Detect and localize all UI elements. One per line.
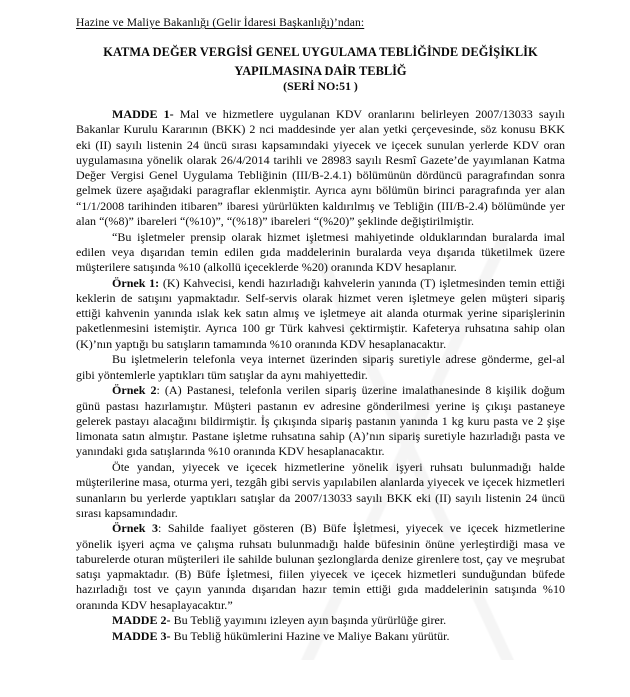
article-3-text: Bu Tebliğ hükümlerini Hazine ve Maliye Bakanı yürütür. [170,629,450,644]
article-3-paragraph [76,629,565,644]
phone-internet-paragraph: Bu işletmelerin telefonla veya internet üzerinden sipariş suretiyle adrese gönderme, gel-al gibi yöntemlerle yaptıkları tüm satışlar da aynı mahiyettedir. [76,352,565,382]
example-3-label: Örnek 3 [112,521,158,536]
document-title-line-2: YAPILMASINA DAİR TEBLİĞ [234,63,407,78]
article-1-paragraph [76,107,565,229]
example-2-label: Örnek 2 [112,383,157,398]
document-serial-number: (SERİ NO:51 ) [283,79,358,94]
document-title-line-1: KATMA DEĞER VERGİSİ GENEL UYGULAMA TEBLİĞİNDE DEĞİŞİKLİK [103,45,538,60]
quoted-intro-paragraph: “Bu işletmeler prensip olarak hizmet işletmesi mahiyetinde olduklarından buralarda imal edilen veya dışarıdan temin edilen gıda maddelerinin buralarda veya dışarıda tüketilmek üzere müşterilere satışında %10 (alkollü içeceklerde %20) oranında KDV hesaplanır. [76,229,565,274]
example-1-text: (K) Kahvecisi, kendi hazırladığı kahvelerin yanında (T) işletmesinden temin ettiği keklerin de satışını yapmaktadır. Self-servis olarak hizmet veren işletmeye gelen müşteri sipariş ettiği kahvenin yanında ıslak kek satın almış ve işletmeye ait alanda oturmak yerine siparişlerinin paketlenmesini istemiştir. Ayrıca 100 gr Türk kahvesi çektirmiştir. Kafeterya ruhsatına sahip olan (K)’nın yaptığı bu satışların tamamında %10 oranında KDV hesaplanacaktır. [76,275,565,351]
article-2-text: Bu Tebliğ yayımını izleyen ayın başında yürürlüğe girer. [170,613,447,628]
article-2-label: MADDE 2- [112,613,171,628]
example-3-text: : Sahilde faaliyet gösteren (B) Büfe İşletmesi, yiyecek ve içecek hizmetlerine yönelik işyeri açma ve çalışma ruhsatı bulunmadığı halde büfesinin önüne yerleştirdiği masa ve taburelerde oturan müşterileri ile sahilde bulunan şezlonglarda denize girenlere tost, çay ve meşrubat satışı yapmaktadır. (B) Büfe İşletmesi, fiilen yiyecek ve içecek hizmetleri sunduğundan büfede hazırladığı tost ve çayın yanında dışarıdan hazır temin ettiği gıda maddelerinin satışında %10 oranında KDV hesaplayacaktır.” [76,521,566,612]
example-1-label: Örnek 1: [112,275,160,290]
article-2-paragraph [76,613,565,628]
article-1-text: Mal ve hizmetlere uygulanan KDV oranlarını belirleyen 2007/13033 sayılı Bakanlar Kurulu Kararının (BKK) 2 nci maddesinde yer alan yetki çerçevesinde, söz konusu BKK eki (II) sayılı listenin 24 üncü sırası kapsamındaki yiyecek ve içecek sunulan yerlerde KDV oran uygulamasına yönelik olarak 26/4/2014 tarihli ve 28983 sayılı Resmî Gazete’de yayımlanan Katma Değer Vergisi Genel Uygulama Tebliğinin (III/B-2.4.1) bölümünün dördüncü paragrafından sonra gelmek üzere aşağıdaki paragraflar eklenmiştir. Ayrıca aynı bölümün birinci paragrafında yer alan “1/1/2008 tarihinden itibaren” ibaresi yürürlükten kaldırılmış ve Tebliğin (III/B-2.4) bölümünde yer alan “(%8)” ibareleri “(%10)”, “(%18)” ibareleri “(%20)” şeklinde değiştirilmiştir. [76,107,565,228]
example-2-text: : (A) Pastanesi, telefonla verilen sipariş üzerine imalathanesinde 8 kişilik doğum günü pastası hazırlamıştır. Müşteri pastanın ev adresine gönderilmesi yerine iş çıkışı pastaneye gelerek pastayı alacağını bildirmiştir. İş çıkışında sipariş pastanın yanında 1 kg kuru pasta ve 2 şişe limonata satın almıştır. Pastane işletme ruhsatına sahip (A)’nın sipariş suretiyle hazırladığı pasta ve yanındaki gıda satışlarında %10 oranında KDV hesaplanacaktır. [76,383,566,459]
example-2-paragraph [76,383,565,459]
example-1-paragraph [76,276,565,352]
article-3-label: MADDE 3- [112,629,171,644]
issuing-authority: Hazine ve Maliye Bakanlığı (Gelir İdaresi Başkanlığı)’ndan: [76,16,365,29]
example-3-paragraph [76,521,565,612]
article-1-label: MADDE 1- [112,107,174,122]
ote-yandan-paragraph: Öte yandan, yiyecek ve içecek hizmetlerine yönelik işyeri ruhsatı bulunmadığı halde müşterilerine masa, oturma yeri, tezgâh gibi servis yapılabilen alanlarda yiyecek ve içecek hizmetleri sunanların bu yerlerde yaptıkları satışlar da 2007/13033 sayılı BKK eki (II) sayılı listenin 24 üncü sırası kapsamındadır. [76,460,565,520]
